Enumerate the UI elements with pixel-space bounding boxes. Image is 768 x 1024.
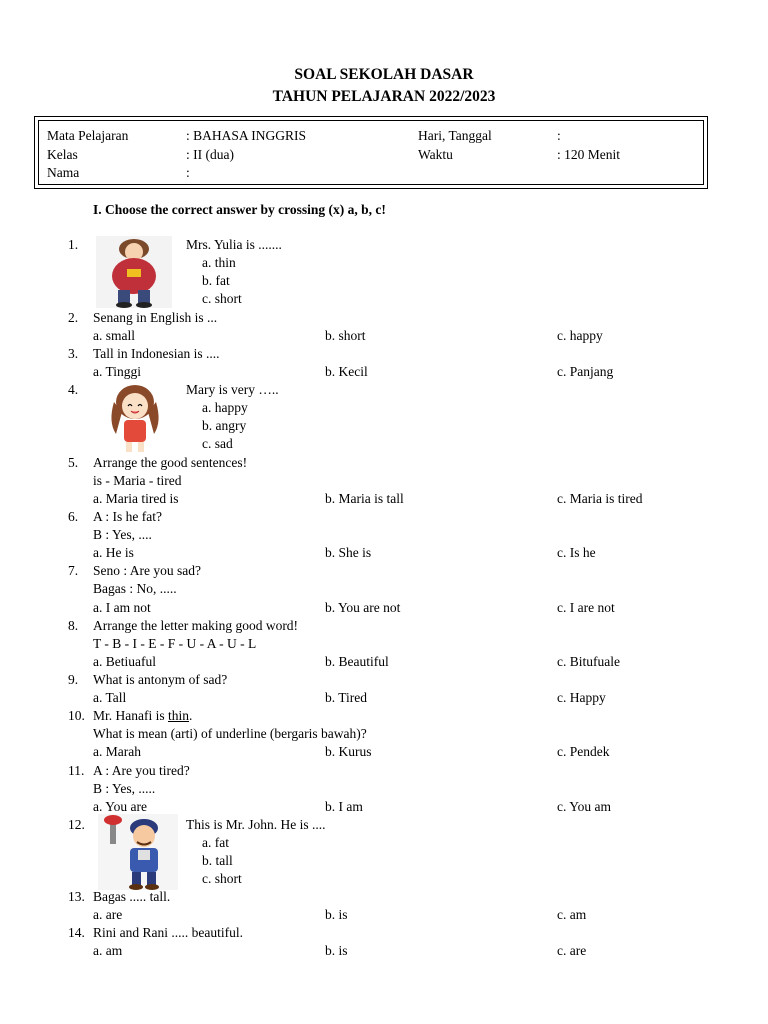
option-a[interactable]: a. thin [202, 255, 236, 270]
option-b[interactable]: b. is [325, 943, 348, 958]
option-c[interactable]: c. am [557, 907, 587, 922]
option-b[interactable]: b. Beautiful [325, 654, 389, 669]
option-c[interactable]: c. Happy [557, 690, 606, 705]
happy-girl-illustration [104, 382, 166, 454]
option-c[interactable]: c. Panjang [557, 364, 614, 379]
option-a[interactable]: a. I am not [93, 600, 151, 615]
question-text: What is antonym of sad? [93, 672, 228, 687]
question-number: 8. [68, 618, 79, 633]
option-a[interactable]: a. small [93, 328, 135, 343]
option-b[interactable]: b. Maria is tall [325, 491, 404, 506]
option-c[interactable]: c. Is he [557, 545, 596, 560]
question-number: 10. [68, 708, 85, 723]
option-b[interactable]: b. is [325, 907, 348, 922]
option-a[interactable]: a. Tinggi [93, 364, 142, 379]
question-text: Mary is very ….. [186, 382, 279, 397]
option-a[interactable]: a. You are [93, 799, 147, 814]
question-number: 3. [68, 346, 79, 361]
question-subtext: B : Yes, .... [93, 527, 152, 542]
question-number: 9. [68, 672, 79, 687]
option-a[interactable]: a. am [93, 943, 123, 958]
option-b[interactable]: b. angry [202, 418, 247, 433]
question-number: 7. [68, 563, 79, 578]
question-text: Arrange the letter making good word! [93, 618, 299, 633]
question-number: 11. [68, 763, 85, 778]
instruction-text: I. Choose the correct answer by crossing (x) a, b, c! [93, 202, 386, 217]
question-number: 6. [68, 509, 79, 524]
question-text: Mrs. Yulia is ....... [186, 237, 282, 252]
question-number: 2. [68, 310, 79, 325]
question-text-post: . [189, 708, 193, 723]
option-c[interactable]: c. short [202, 871, 242, 886]
question-number: 14. [68, 925, 85, 940]
option-c[interactable]: c. Maria is tired [557, 491, 643, 506]
option-a[interactable]: a. He is [93, 545, 134, 560]
option-b[interactable]: b. Kurus [325, 744, 372, 759]
question-text-pre: Mr. Hanafi is [93, 708, 168, 723]
question-subtext: Bagas : No, ..... [93, 581, 177, 596]
fat-woman-illustration [96, 236, 172, 308]
question-subtext: What is mean (arti) of underline (bergaris bawah)? [93, 726, 367, 741]
option-a[interactable]: a. Maria tired is [93, 491, 179, 506]
question-number: 5. [68, 455, 79, 470]
day-label: Hari, Tanggal [418, 128, 492, 143]
subject-label: Mata Pelajaran [47, 128, 129, 143]
plumber-man-illustration [98, 814, 178, 890]
question-subtext: B : Yes, ..... [93, 781, 156, 796]
day-value: : [557, 128, 561, 143]
option-b[interactable]: b. I am [325, 799, 363, 814]
question-number: 4. [68, 382, 79, 397]
question-text: A : Is he fat? [93, 509, 162, 524]
option-b[interactable]: b. She is [325, 545, 372, 560]
question-text: Rini and Rani ..... beautiful. [93, 925, 243, 940]
option-c[interactable]: c. I are not [557, 600, 615, 615]
question-text: Seno : Are you sad? [93, 563, 201, 578]
option-a[interactable]: a. Marah [93, 744, 141, 759]
option-b[interactable]: b. tall [202, 853, 233, 868]
question-number: 12. [68, 817, 85, 832]
option-a[interactable]: a. happy [202, 400, 248, 415]
option-c[interactable]: c. short [202, 291, 242, 306]
question-number: 1. [68, 237, 79, 252]
option-b[interactable]: b. fat [202, 273, 230, 288]
question-subtext: is - Maria - tired [93, 473, 182, 488]
question-text [93, 707, 192, 725]
option-b[interactable]: b. Kecil [325, 364, 368, 379]
question-number: 13. [68, 889, 85, 904]
time-value: : 120 Menit [557, 147, 620, 162]
page-subtitle: TAHUN PELAJARAN 2022/2023 [272, 88, 496, 105]
option-a[interactable]: a. are [93, 907, 123, 922]
option-a[interactable]: a. Betiuaful [93, 654, 156, 669]
underlined-word: thin [168, 708, 190, 723]
name-value: : [186, 165, 190, 180]
question-text: Senang in English is ... [93, 310, 218, 325]
question-text: This is Mr. John. He is .... [186, 817, 326, 832]
option-c[interactable]: c. sad [202, 436, 233, 451]
option-b[interactable]: b. short [325, 328, 366, 343]
option-a[interactable]: a. Tall [93, 690, 127, 705]
question-text: Bagas ..... tall. [93, 889, 171, 904]
option-a[interactable]: a. fat [202, 835, 229, 850]
question-subtext: T - B - I - E - F - U - A - U - L [93, 636, 257, 651]
question-text: Tall in Indonesian is .... [93, 346, 220, 361]
page-title: SOAL SEKOLAH DASAR [294, 66, 474, 83]
subject-value: : BAHASA INGGRIS [186, 128, 307, 143]
option-c[interactable]: c. Pendek [557, 744, 610, 759]
class-value: : II (dua) [186, 147, 234, 162]
name-label: Nama [47, 165, 80, 180]
question-text: A : Are you tired? [93, 763, 190, 778]
class-label: Kelas [47, 147, 78, 162]
option-c[interactable]: c. Bitufuale [557, 654, 620, 669]
option-b[interactable]: b. Tired [325, 690, 368, 705]
question-text: Arrange the good sentences! [93, 455, 248, 470]
option-c[interactable]: c. You am [557, 799, 612, 814]
option-c[interactable]: c. are [557, 943, 587, 958]
time-label: Waktu [418, 147, 453, 162]
option-b[interactable]: b. You are not [325, 600, 401, 615]
option-c[interactable]: c. happy [557, 328, 603, 343]
